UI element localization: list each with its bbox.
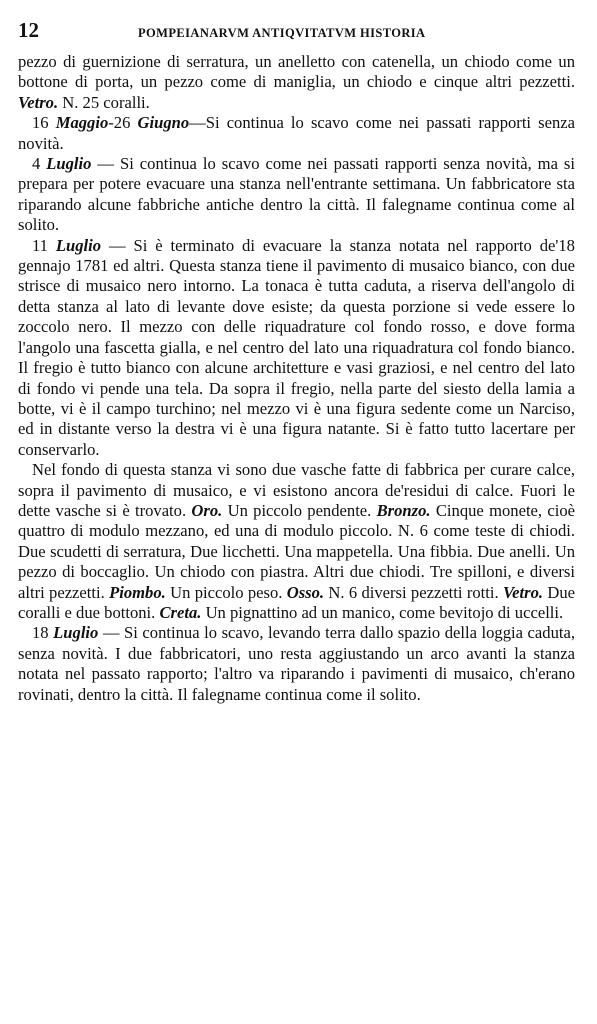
material-label: Piombo. [109, 582, 166, 602]
paragraph [18, 460, 575, 623]
page-header [18, 18, 575, 44]
date-label: Luglio [55, 235, 102, 255]
text-run: N. 6 diversi pezzetti rotti. [324, 582, 503, 602]
date-label: Giugno [137, 113, 190, 133]
text-run: 16 [32, 113, 56, 133]
text-run: Cinque monete, cioè quattro di modulo mezzano, ed una di modulo piccolo. N. 6 come teste di chiodi. Due scudetti di serratura, Due licchetti. Una mappetella. Una fibbia. Due anelli. Un pezzo di boccaglio. Un chiodo con piastra. Altri due chiodi. Tre spilloni, e diversi altri pezzetti. [18, 500, 575, 602]
text-run: — Si è terminato di evacuare la stanza notata nel rapporto de'18 gennajo 1781 ed altri. Questa stanza tiene il pavimento di musaico bianco, con due strisce di musaico nero intorno. La tonaca è tutta caduta, a riserva dell'angolo di detta stanza al lato di levante dove esiste; da questa porzione si vede essere lo zoccolo nero. Il mezzo con delle riquadrature col fondo rosso, e dove forma l'angolo una fascetta gialla, e nel centro del lato una riquadratura col fondo bianco. Il fregio è tutto bianco con alcune architetture e vasi graziosi, e nel centro del lato di fondo vi pende una tela. Da sopra il fregio, nella parte del siesto della lamia a botte, vi è il campo turchino; nel mezzo vi è una figura sedente come un Narciso, ed in distante verso la destra vi è una figura natante. Si è fatto tutto lacertare per conservarlo. [18, 235, 575, 459]
text-run: Un pignattino ad un manico, come bevitojo di uccelli. [201, 602, 564, 622]
running-head: POMPEIANARVM ANTIQVITATVM HISTORIA [138, 26, 426, 40]
text-run: — Si continua lo scavo, levando terra dallo spazio della loggia caduta, senza novità. I due fabbricatori, uno resta aggiustando un arco avanti la stanza notata nel passato rapporto; l'altro va riparando i pavimenti di musaico, ch'erano rovinati, dentro la città. Il falegname continua come il solito. [18, 623, 575, 704]
text-run: Un piccolo pendente. [222, 500, 377, 520]
text-run: 4 [32, 154, 47, 174]
text-run: —Si continua lo scavo come nei passati rapporti senza novità. [18, 113, 575, 153]
date-label: Maggio [55, 113, 109, 133]
paragraph [18, 623, 575, 705]
material-label: Vetro. [18, 92, 59, 112]
text-run: 11 [32, 235, 56, 255]
material-label: Osso. [286, 582, 325, 602]
date-label: Luglio [53, 623, 99, 643]
text-run: — Si continua lo scavo come nei passati rapporti senza novità, ma si prepara per potere evacuare una stanza nell'entrante settimana. Un fabbricatore sta riparando alcune fabbriche antiche dentro la città. Il falegname continua come al solito. [18, 154, 575, 235]
material-label: Oro. [191, 500, 223, 520]
text-run: Un piccolo peso. [165, 582, 287, 602]
text-run: -26 [108, 113, 138, 133]
paragraph [18, 113, 575, 154]
paragraph [18, 154, 575, 236]
text-run: Nel fondo di questa stanza vi sono due vasche fatte di fabbrica per curare calce, sopra il pavimento di musaico, e vi esistono ancora de'residui di calce. Fuori le dette vasche si è trovato. [18, 460, 575, 520]
text-run: N. 25 coralli. [58, 92, 150, 112]
date-label: Luglio [46, 154, 92, 174]
text-run: Due coralli e due bottoni. [18, 582, 576, 622]
page-number: 12 [18, 18, 39, 42]
paragraph [18, 52, 575, 113]
paragraph [18, 236, 575, 460]
text-run: 18 [32, 623, 54, 643]
text-run: pezzo di guernizione di serratura, un anelletto con catenella, un chiodo come un bottone di porta, un pezzo come di maniglia, un chiodo e cinque altri pezzetti. [18, 52, 575, 92]
material-label: Vetro. [502, 582, 544, 602]
material-label: Bronzo. [376, 500, 431, 520]
body-text [18, 52, 575, 705]
material-label: Creta. [159, 602, 202, 622]
